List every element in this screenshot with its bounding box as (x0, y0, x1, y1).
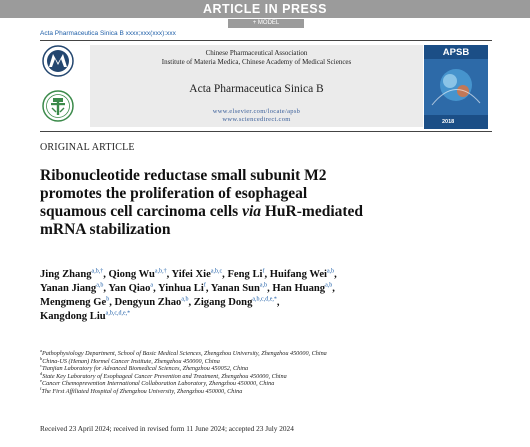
article-in-press-banner: ARTICLE IN PRESS (0, 0, 530, 18)
author-affil-sup[interactable]: a,b (96, 282, 104, 289)
article-type: ORIGINAL ARTICLE (40, 142, 135, 153)
author-affil-sup[interactable]: b (106, 296, 110, 303)
masthead-bottom-rule (40, 131, 492, 132)
association-line-2: Institute of Materia Medica, Chinese Academy of Medical Sciences (161, 58, 352, 66)
affiliation-sup: f (40, 385, 42, 391)
affiliation-sup: c (40, 363, 42, 369)
sciencedirect-url-link[interactable]: www.sciencedirect.com (222, 116, 291, 123)
author-name[interactable]: Huifang Wei (269, 269, 327, 280)
author-name[interactable]: Zigang Dong (193, 297, 253, 308)
affiliation-text: Tianjian Laboratory for Advanced Biomedical Sciences, Zhengzhou 450052, China (42, 365, 249, 373)
affiliation-item (40, 385, 510, 396)
author-name[interactable]: Qiong Wu (108, 269, 155, 280)
cpa-logo-icon (42, 45, 74, 77)
affiliation-sup: d (40, 370, 43, 376)
author-name[interactable]: Kangdong Liu (40, 311, 106, 322)
cover-title: APSB (442, 47, 470, 58)
author-name[interactable]: Yifei Xie (171, 269, 211, 280)
affiliation-text: Cancer Chemoprevention International Collaboration Laboratory, Zhengzhou 450000, China (42, 380, 275, 388)
title-line-3b: via (242, 203, 261, 220)
author-name[interactable]: Mengmeng Ge (40, 297, 107, 308)
masthead-top-rule (40, 40, 492, 41)
author-name[interactable]: Yanan Sun (210, 283, 260, 294)
author-affil-sup[interactable]: a,b,c (210, 268, 223, 275)
cover-year: 2018 (442, 119, 455, 125)
association-line-1: Chinese Pharmaceutical Association (205, 49, 308, 57)
title-line-3a: squamous cell carcinoma cells (40, 203, 243, 220)
journal-title: Acta Pharmaceutica Sinica B (189, 83, 324, 95)
author-name[interactable]: Yinhua Li (157, 283, 204, 294)
author-affil-sup[interactable]: a,b,† (154, 268, 167, 275)
author-affil-sup[interactable]: a,b,c,d,e,* (105, 310, 131, 317)
author-affil-sup[interactable]: a,b,c,d,e,* (252, 296, 277, 303)
author-name[interactable]: Feng Li (227, 269, 263, 280)
author-affil-sup[interactable]: a (150, 282, 154, 289)
publisher-logos (40, 45, 92, 127)
title-line-2: promotes the proliferation of esophageal (40, 185, 308, 202)
author-affil-sup[interactable]: a,b (259, 282, 268, 289)
affiliation-item (40, 380, 510, 388)
affiliation-item (40, 347, 510, 358)
journal-masthead (90, 45, 423, 127)
affiliation-sup: a (40, 347, 42, 353)
author-name[interactable]: Yan Qiao (108, 283, 151, 294)
title-line-1: Ribonucleotide reductase small subunit M2 (40, 167, 327, 184)
affiliation-text: The First Affiliated Hospital of Zhengzhou University, Zhengzhou 450000, China (41, 387, 243, 395)
citation-link[interactable]: Acta Pharmaceutica Sinica B xxxx;xxx(xxx):xxx (40, 30, 176, 37)
affiliations-list (40, 347, 510, 396)
author-affil-sup[interactable]: f (262, 268, 265, 275)
article-dates: Received 23 April 2024; received in revised form 11 June 2024; accepted 23 July 2024 (40, 424, 294, 433)
affiliation-text: State Key Laboratory of Esophageal Cancer Prevention and Treatment, Zhengzhou 450000, China (42, 372, 287, 380)
journal-cover-image (424, 45, 488, 129)
model-tag: + MODEL (228, 19, 304, 28)
author-list: Jing Zhang$^{a,b,\dagger}$, Qiong $Wu^{a,b,\dagger}$, Yifei Xie$^{a,b,c}$, Feng Li$^f$, Huifang Wei$^{a,b}$, Yanan Jiang$^{a,b}$, Yan Qiao$^a$, Yinhua Li$^f$, Yanan Sun$^{a,b}$, Han Huang$^{a,b}$, Mengmeng Ge$^b$, Dengyun Zhao$^{a,b}$, Zigang Dong$^{a,b,c,d,e,*}$, Kangdong Liu$^{a,b,c,d,e,*}$ (40, 268, 337, 322)
author-affil-sup[interactable]: f (203, 282, 206, 289)
affiliation-text: China-US (Henan) Hormel Cancer Institute, Zhengzhou 450000, China (42, 357, 220, 365)
affiliation-sup: b (40, 355, 43, 361)
affiliation-text: Pathophysiology Department, School of Basic Medical Sciences, Zhengzhou University, Zhengzhou 450000, China (42, 350, 327, 357)
imm-logo-icon (42, 90, 74, 122)
title-line-3c: HuR-mediated (261, 203, 364, 220)
author-affil-sup[interactable]: a,b (325, 282, 333, 289)
author-name[interactable]: Han Huang (272, 283, 326, 294)
cover-art-icon (424, 45, 488, 129)
author-affil-sup[interactable]: a,b (326, 268, 335, 275)
author-name[interactable]: Dengyun Zhao (114, 297, 182, 308)
elsevier-url-link[interactable]: www.elsevier.com/locate/apsb (212, 108, 301, 115)
author-name[interactable]: Yanan Jiang (40, 283, 97, 294)
affiliation-item (40, 365, 510, 373)
title-line-4: mRNA stabilization (40, 221, 171, 238)
author-affil-sup[interactable]: a,b (181, 296, 189, 303)
author-affil-sup[interactable]: a,b,† (91, 268, 104, 275)
author-name[interactable]: Jing Zhang (40, 269, 92, 280)
article-title (40, 167, 500, 239)
affiliation-sup: e (40, 378, 42, 384)
